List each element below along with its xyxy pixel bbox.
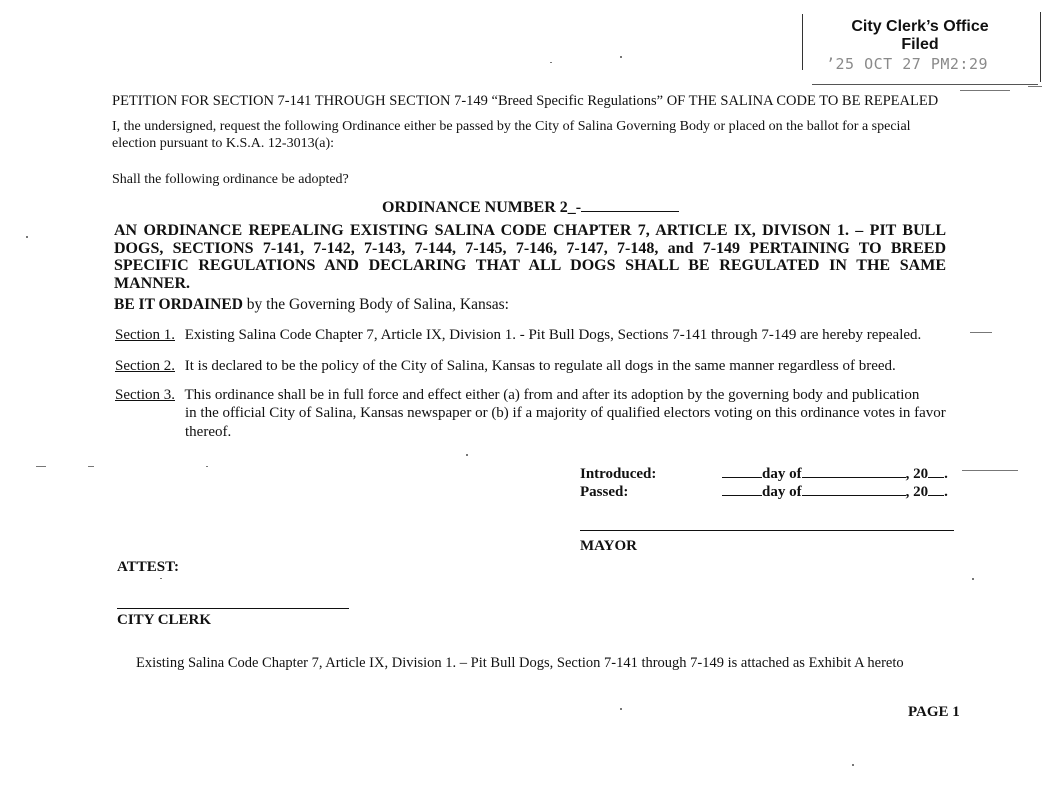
- scan-speck: [36, 466, 46, 467]
- scan-speck: [88, 466, 94, 467]
- passed-date-line: day of , 20 .: [722, 482, 948, 501]
- day-blank: [722, 464, 762, 478]
- clerk-signature-line: [117, 608, 349, 609]
- stamp-left-rule: [802, 14, 803, 70]
- ballot-question: Shall the following ordinance be adopted?: [112, 172, 349, 187]
- section-text: Existing Salina Code Chapter 7, Article IX, Division 1. - Pit Bull Dogs, Sections 7-141 through 7-149 are hereby repealed.: [184, 327, 922, 343]
- section-text: It is declared to be the policy of the City of Salina, Kansas to regulate all dogs in the same manner regardless of breed.: [184, 358, 896, 374]
- year-prefix: , 20: [905, 484, 929, 500]
- day-of-label: day of: [762, 484, 802, 500]
- ordinance-number-blank: [581, 197, 679, 212]
- day-blank: [722, 482, 762, 496]
- stamp-datetime: ’25 OCT 27 PM2:29: [826, 55, 989, 73]
- attest-label: ATTEST:: [117, 559, 179, 575]
- month-blank: [802, 482, 906, 496]
- scan-speck: [26, 236, 28, 238]
- stamp-right-rule: [1040, 12, 1041, 82]
- year-blank: [928, 464, 944, 478]
- scan-speck: [620, 56, 622, 58]
- scan-speck: [960, 90, 1010, 91]
- scan-speck: [970, 332, 992, 333]
- day-of-label: day of: [762, 466, 802, 482]
- section-text: This ordinance shall be in full force and effect either (a) from and after its adoption by the governing body and publication: [184, 387, 920, 403]
- page-number: PAGE 1: [908, 704, 960, 720]
- ordinance-title: AN ORDINANCE REPEALING EXISTING SALINA CODE CHAPTER 7, ARTICLE IX, DIVISON 1. – PIT BULL DOGS, SECTIONS 7-141, 7-142, 7-143, 7-144, 7-145, 7-146, 7-147, 7-148, and 7-149 PERTAINING TO BREED SPECIFIC REGULATIONS AND DECLARING THAT ALL DOGS SHALL BE REGULATED IN THE SAME MANNER.: [114, 222, 946, 292]
- section-label: Section 3.: [115, 387, 175, 403]
- stamp-bottom-rule: [812, 84, 1038, 85]
- scan-speck: [550, 62, 552, 63]
- year-prefix: , 20: [905, 466, 929, 482]
- scan-speck: [972, 578, 974, 580]
- ordinance-number-label: ORDINANCE NUMBER 2_-: [382, 199, 582, 216]
- scan-speck: [1028, 86, 1042, 87]
- section-3-continuation: in the official City of Salina, Kansas newspaper or (b) if a majority of qualified electors voting on this ordinance votes in favor thereof.: [185, 405, 946, 440]
- introduced-date-line: day of , 20 .: [722, 464, 948, 483]
- stamp-filed-label: Filed: [901, 36, 939, 53]
- stamp-office-label: City Clerk’s Office: [851, 18, 989, 35]
- section-3: [115, 386, 953, 405]
- enacting-clause-rest: by the Governing Body of Salina, Kansas:: [242, 296, 509, 313]
- introduced-label: Introduced:: [580, 466, 657, 482]
- passed-label: Passed:: [580, 484, 629, 500]
- scan-speck: [206, 466, 208, 467]
- month-blank: [802, 464, 906, 478]
- petition-title: PETITION FOR SECTION 7-141 THROUGH SECTION 7-149 “Breed Specific Regulations” OF THE SALINA CODE TO BE REPEALED: [112, 93, 939, 109]
- section-label: Section 1.: [115, 327, 175, 343]
- scan-speck: [620, 708, 622, 710]
- mayor-label: MAYOR: [580, 538, 637, 554]
- ordinance-number: [382, 197, 679, 217]
- mayor-signature-line: [580, 530, 954, 531]
- city-clerk-label: CITY CLERK: [117, 612, 212, 628]
- enacting-clause: [114, 296, 509, 314]
- section-1: [115, 326, 953, 345]
- section-label: Section 2.: [115, 358, 175, 374]
- enacting-clause-bold: BE IT ORDAINED: [114, 296, 243, 313]
- petition-intro: I, the undersigned, request the following Ordinance either be passed by the City of Salina Governing Body or placed on the ballot for a special election pursuant to K.S.A. 12-3013(a):: [112, 119, 911, 151]
- section-2: [115, 357, 953, 376]
- scan-speck: [466, 454, 468, 456]
- exhibit-note: Existing Salina Code Chapter 7, Article IX, Division 1. – Pit Bull Dogs, Section 7-141 through 7-149 is attached as Exhibit A hereto: [136, 655, 904, 671]
- scan-speck: [962, 470, 1018, 471]
- scan-speck: [852, 764, 854, 766]
- scan-speck: [160, 578, 162, 579]
- year-blank: [928, 482, 944, 496]
